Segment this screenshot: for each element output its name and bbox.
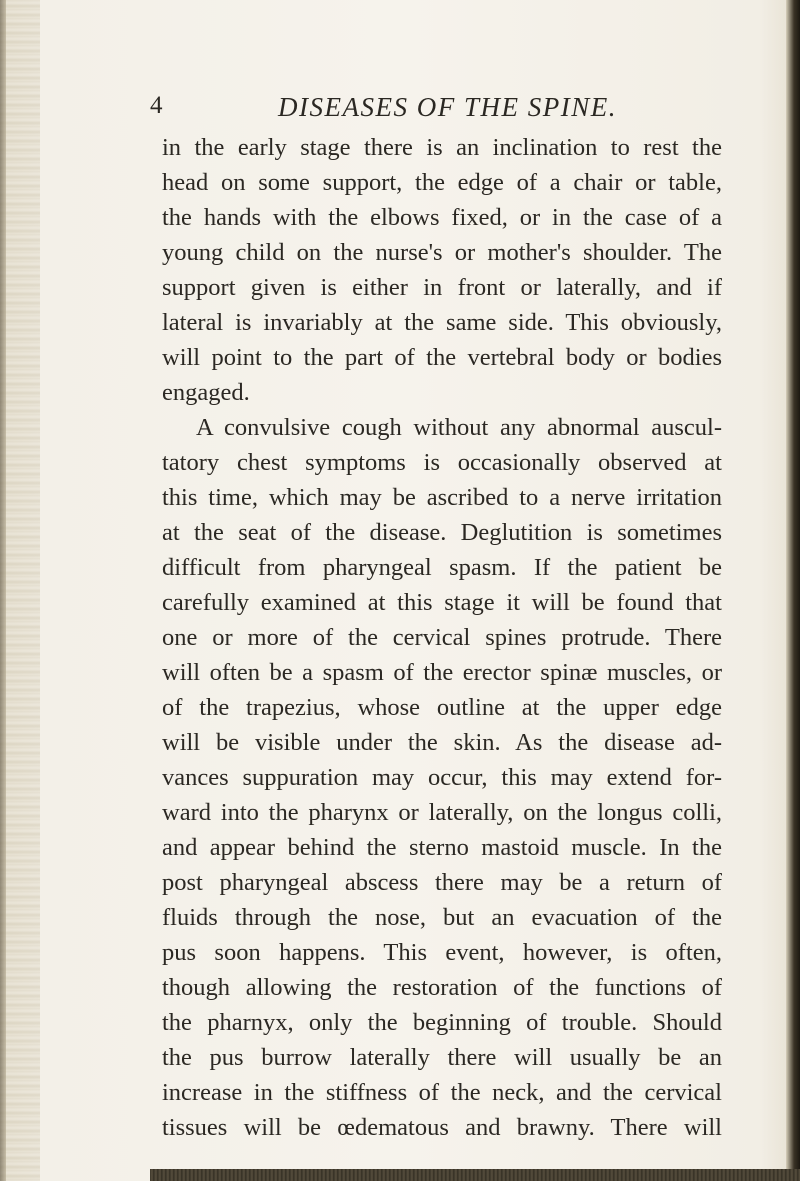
text-line: will be visible under the skin. As the disease ad- bbox=[162, 729, 722, 756]
text-line: fluids through the nose, but an evacuation of the bbox=[162, 904, 722, 931]
text-line: and appear behind the sterno mastoid muscle. In the bbox=[162, 834, 722, 861]
text-line: increase in the stiffness of the neck, and the cervical bbox=[162, 1079, 722, 1106]
text-line: of the trapezius, whose outline at the upper edge bbox=[162, 694, 722, 721]
text-line: will point to the part of the vertebral body or bodies bbox=[162, 344, 722, 371]
page-gutter-shadow bbox=[0, 0, 40, 1181]
running-title: DISEASES OF THE SPINE. bbox=[278, 92, 617, 122]
text-line: at the seat of the disease. Deglutition is sometimes bbox=[162, 519, 722, 546]
paragraph-start-line: A convulsive cough without any abnormal auscul- bbox=[196, 414, 722, 441]
running-head bbox=[150, 92, 710, 128]
text-line: the pus burrow laterally there will usually be an bbox=[162, 1044, 722, 1071]
binding-edge bbox=[0, 0, 6, 1181]
text-line: the pharnyx, only the beginning of trouble. Should bbox=[162, 1009, 722, 1036]
text-line: post pharyngeal abscess there may be a return of bbox=[162, 869, 722, 896]
text-line: tissues will be œdematous and brawny. There will bbox=[162, 1114, 722, 1141]
text-line: carefully examined at this stage it will be found that bbox=[162, 589, 722, 616]
text-line: support given is either in front or laterally, and if bbox=[162, 274, 722, 301]
text-line: in the early stage there is an inclination to rest the bbox=[162, 134, 722, 161]
paragraph-end-line: engaged. bbox=[162, 379, 250, 406]
page-right-edge bbox=[786, 0, 800, 1181]
text-line: young child on the nurse's or mother's shoulder. The bbox=[162, 239, 722, 266]
text-line: this time, which may be ascribed to a nerve irritation bbox=[162, 484, 722, 511]
text-line: difficult from pharyngeal spasm. If the patient be bbox=[162, 554, 722, 581]
text-line: one or more of the cervical spines protrude. There bbox=[162, 624, 722, 651]
text-line: head on some support, the edge of a chair or table, bbox=[162, 169, 722, 196]
text-line: pus soon happens. This event, however, is often, bbox=[162, 939, 722, 966]
text-line: lateral is invariably at the same side. This obviously, bbox=[162, 309, 722, 336]
text-line: tatory chest symptoms is occasionally observed at bbox=[162, 449, 722, 476]
text-line: the hands with the elbows fixed, or in the case of a bbox=[162, 204, 722, 231]
text-line: vances suppuration may occur, this may extend for- bbox=[162, 764, 722, 791]
text-line: though allowing the restoration of the functions of bbox=[162, 974, 722, 1001]
page-bottom-edge bbox=[150, 1169, 800, 1181]
body-text bbox=[162, 130, 722, 1145]
page-number: 4 bbox=[150, 92, 164, 119]
text-line: ward into the pharynx or laterally, on the longus colli, bbox=[162, 799, 722, 826]
text-line: will often be a spasm of the erector spinæ muscles, or bbox=[162, 659, 722, 686]
